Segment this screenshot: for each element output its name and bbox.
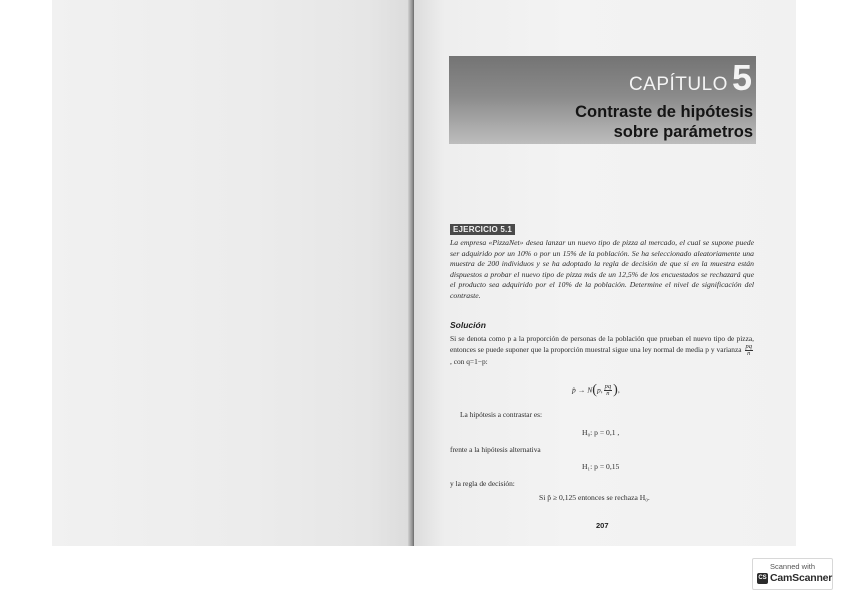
solution-paragraph-2: La hipótesis a contrastar es:: [460, 410, 543, 419]
chapter-word: CAPÍTULO: [628, 74, 728, 95]
solution-paragraph-1-tail: , con q=1−p:: [450, 357, 488, 367]
chapter-number: 5: [731, 57, 752, 98]
chapter-header: [449, 56, 756, 144]
chapter-label: [628, 57, 752, 98]
camscanner-logo-icon: CS: [757, 573, 768, 584]
chapter-title-line-2: sobre parámetros: [613, 123, 753, 141]
null-hypothesis: H₀: p = 0,1 ,: [582, 428, 620, 437]
chapter-title: [575, 102, 753, 142]
distribution-fraction-numerator: pq: [604, 383, 612, 390]
solution-paragraph-1: [450, 334, 754, 368]
right-paren: ): [613, 382, 618, 398]
left-paren: (: [592, 382, 597, 398]
solution-paragraph-4: y la regla de decisión:: [450, 479, 515, 488]
exercise-statement: La empresa «PizzaNet» desea lanzar un nuevo tipo de pizza al mercado, el cual se supone puede ser adquirido por un 10% o por un 15% de la población. Se ha seleccionado aleatoriamente una muestra de 200 individuos y se ha adoptado la regla de decisión de que si en la muestra están dispuestos a probar el nuevo tipo de pizza más de un 12,5% de los encuestados se rechazará que el producto sea adquirido por el 10% de la población. Determine el nivel de significación del contraste.: [450, 238, 754, 300]
decision-rule: Si p̂ ≥ 0,125 entonces se rechaza H₀.: [539, 493, 650, 502]
camscanner-badge[interactable]: [752, 558, 833, 590]
solution-heading: Solución: [450, 320, 486, 330]
distribution-left: p̂ → N: [572, 385, 593, 395]
distribution-fraction-denominator: n: [606, 390, 610, 397]
page-number: 207: [596, 521, 609, 530]
distribution-formula: p̂ → N(p, $\frac{pq}{n}$ ),: [572, 382, 620, 398]
badge-brand-name: CamScanner: [770, 572, 833, 584]
distribution-mean: p,: [596, 385, 603, 395]
alternative-hypothesis: H₁: p = 0,15: [582, 462, 620, 471]
badge-caption: Scanned with: [769, 562, 816, 571]
fraction-denominator: n: [747, 350, 751, 358]
left-blank-page: [52, 0, 410, 546]
distribution-fraction: [604, 384, 613, 397]
chapter-title-line-1: Contraste de hipótesis: [575, 103, 753, 121]
exercise-label: EJERCICIO 5.1: [450, 224, 515, 235]
fraction-numerator: pq: [745, 343, 752, 351]
variance-fraction: [745, 344, 754, 357]
solution-paragraph-1-text: Si se denota como p a la proporción de personas de la población que prueban el nuevo tipo de pizza, entonces se puede suponer que la proporción muestral sigue una ley normal de media p y varianza: [450, 334, 754, 355]
solution-paragraph-3: frente a la hipótesis alternativa: [450, 445, 541, 454]
